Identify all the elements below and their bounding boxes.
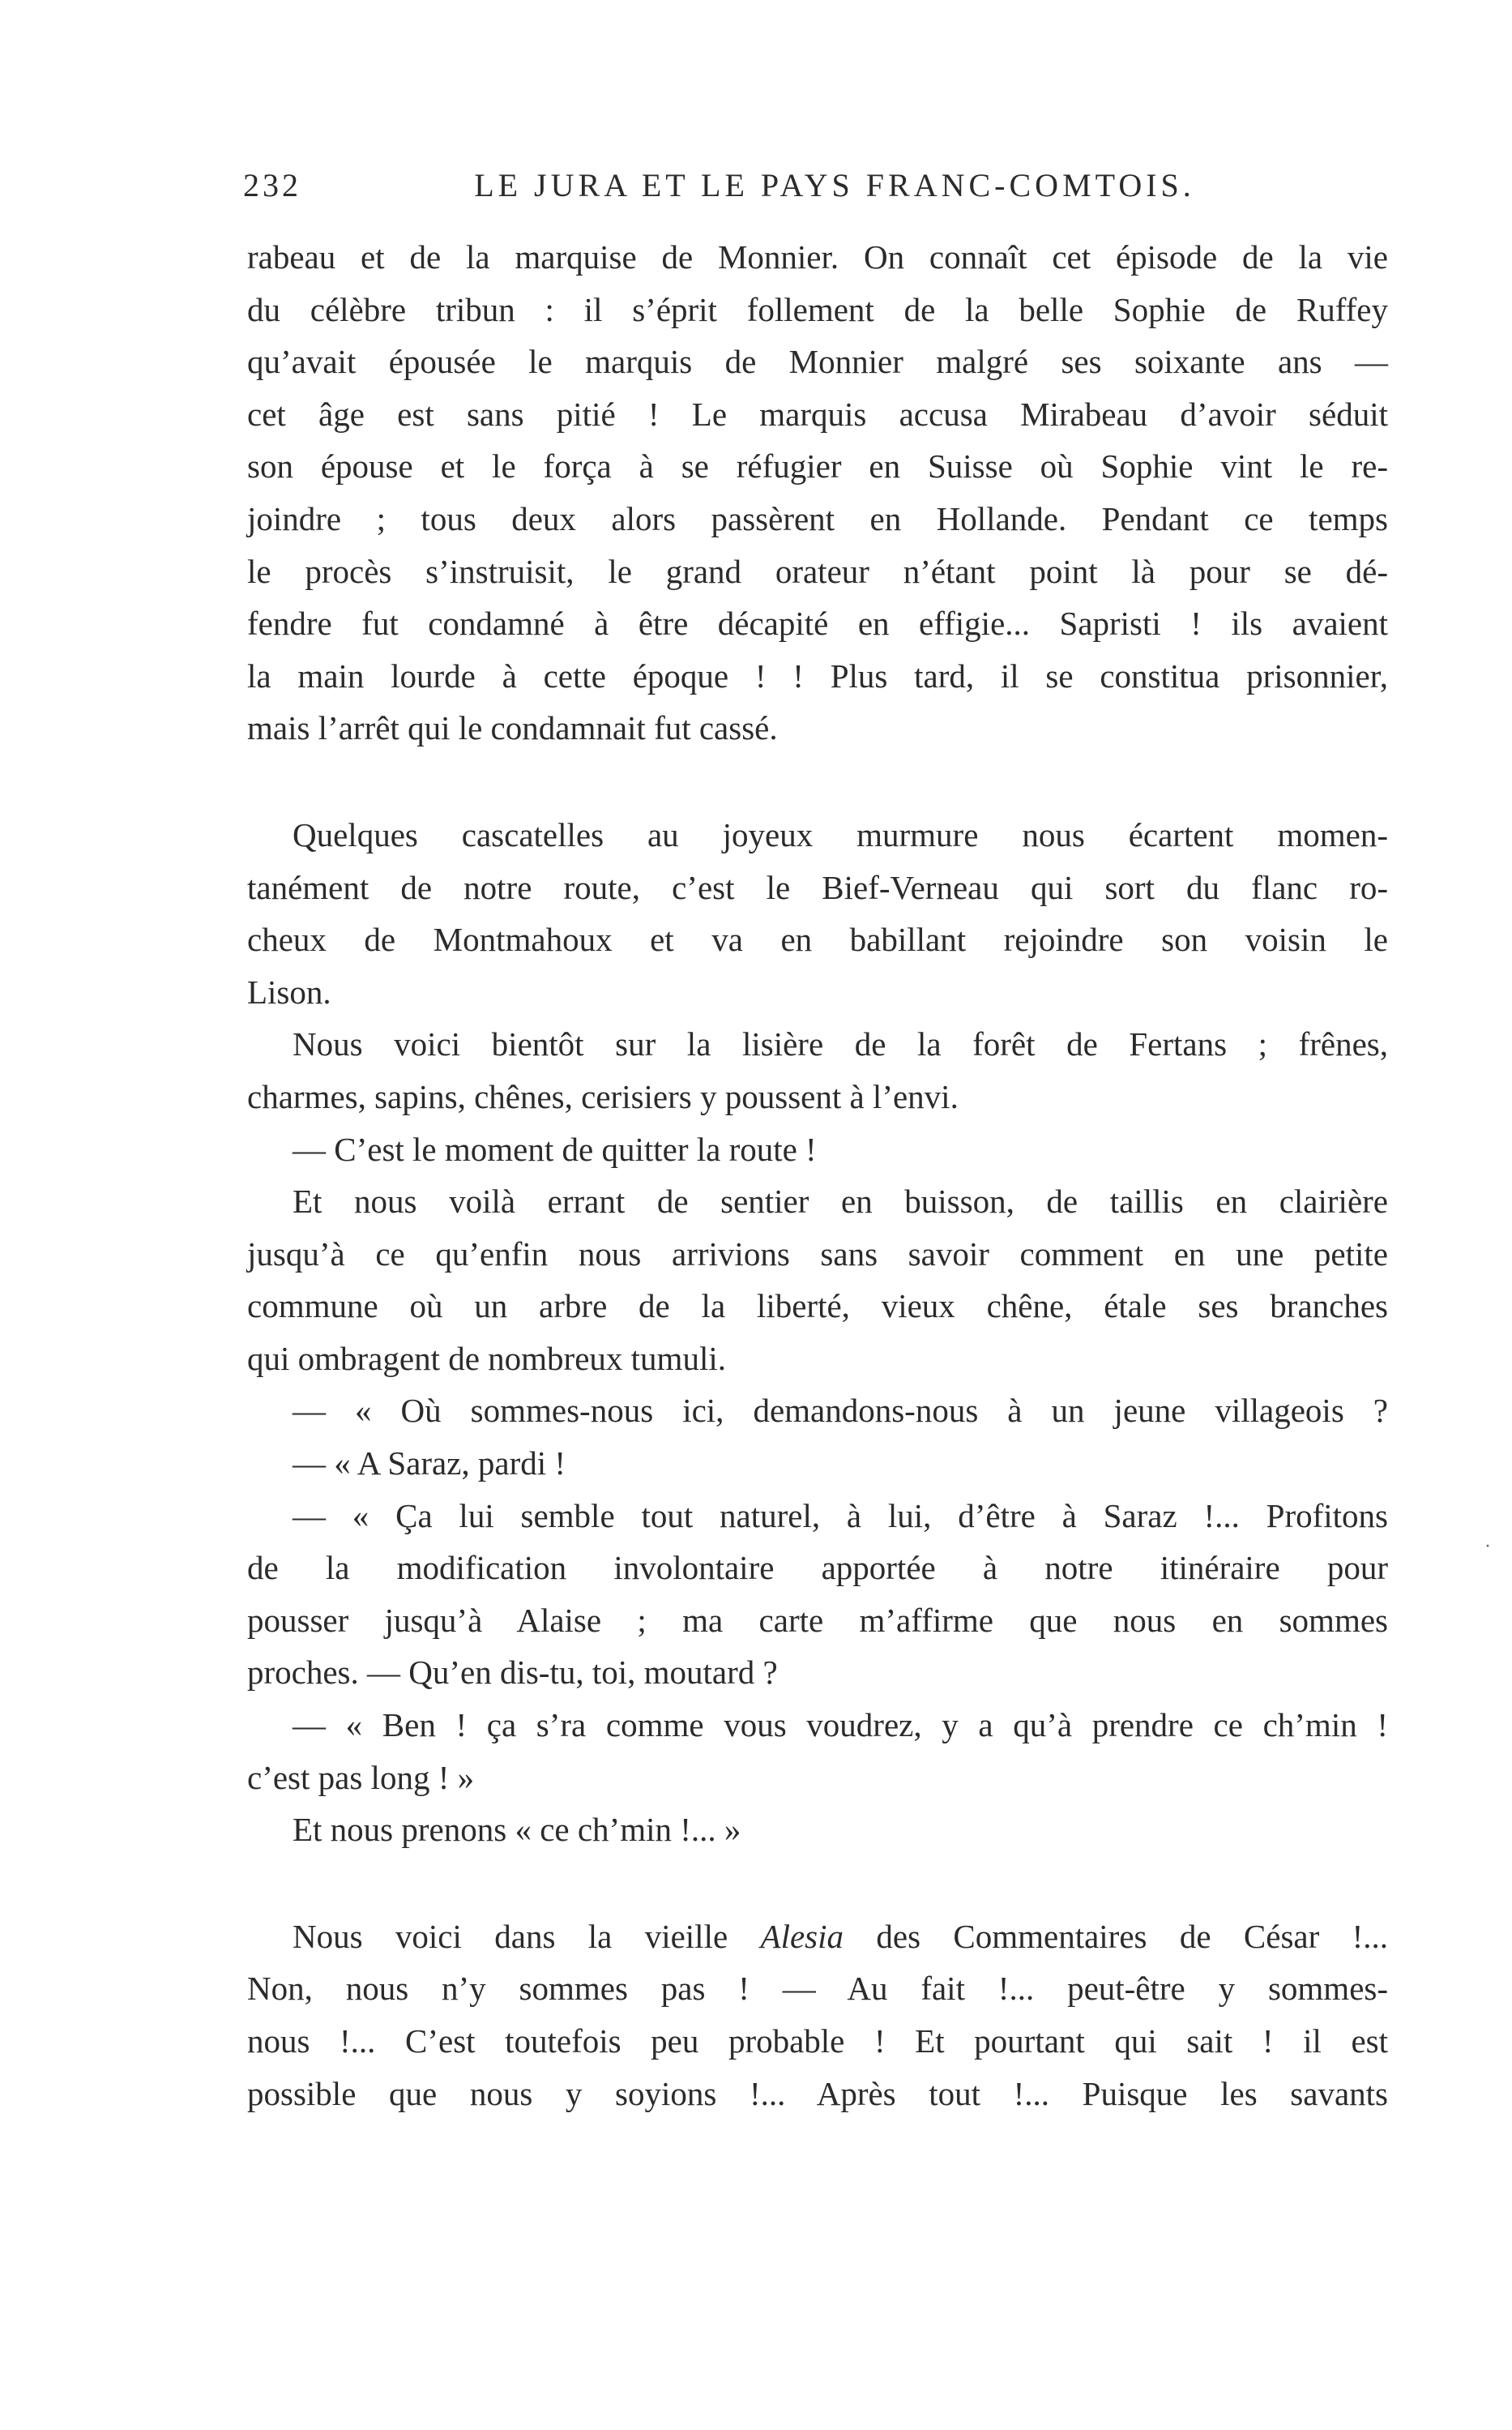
text-line: charmes, sapins, chênes, cerisiers y poussent à l’envi. (247, 1077, 959, 1115)
text-line: Et nous prenons « ce ch’min !... » (293, 1811, 741, 1849)
text-line: Et nous voilà errant de sentier en buisson, de taillis en clairière (293, 1183, 1388, 1221)
text-line: cet âge est sans pitié ! Le marquis accusa Mirabeau d’avoir séduit (247, 395, 1388, 433)
text-line: la main lourde à cette époque ! ! Plus tard, il se constitua prisonnier, (247, 657, 1388, 695)
italic-title: Alesia (760, 1917, 844, 1955)
text-line: Quelques cascatelles au joyeux murmure nous écartent momen- (293, 815, 1388, 853)
text-line: — « Où sommes-nous ici, demandons-nous à un jeune villageois ? (293, 1392, 1388, 1430)
page-header (243, 166, 1394, 215)
text-line: joindre ; tous deux alors passèrent en Hollande. Pendant ce temps (247, 499, 1388, 537)
text-line: qu’avait épousée le marquis de Monnier malgré ses soixante ans — (247, 343, 1388, 381)
text-line: — « A Saraz, pardi ! (293, 1444, 566, 1482)
text-line: du célèbre tribun : il s’éprit follement de la belle Sophie de Ruffey (247, 290, 1388, 328)
text-line: mais l’arrêt qui le condamnait fut cassé. (247, 709, 778, 747)
text-line: Non, nous n’y sommes pas ! — Au fait !... peut-être y sommes- (247, 1970, 1388, 2008)
text-line (247, 1910, 1388, 1963)
text-line: — « Ça lui semble tout naturel, à lui, d’être à Saraz !... Profitons (293, 1496, 1388, 1534)
text-line: rabeau et de la marquise de Monnier. On connaît cet épisode de la vie (247, 238, 1388, 276)
text-line: son épouse et le força à se réfugier en Suisse où Sophie vint le re- (247, 447, 1388, 486)
text-line: — C’est le moment de quitter la route ! (293, 1130, 817, 1168)
body-text (247, 231, 1388, 2120)
margin-mark: · (1484, 1536, 1491, 1557)
text-line: qui ombragent de nombreux tumuli. (247, 1339, 726, 1377)
running-title: LE JURA ET LE PAYS FRANC-COMTOIS. (474, 167, 1195, 203)
text-line: fendre fut condamné à être décapité en effigie... Sapristi ! ils avaient (247, 605, 1388, 643)
text-line: c’est pas long ! » (247, 1758, 475, 1796)
page-number: 232 (243, 167, 301, 203)
text-line: jusqu’à ce qu’enfin nous arrivions sans savoir comment en une petite (247, 1234, 1388, 1273)
text-line: cheux de Montmahoux et va en babillant rejoindre son voisin le (247, 921, 1388, 959)
text-line: commune où un arbre de la liberté, vieux chêne, étale ses branches (247, 1287, 1388, 1325)
text-line: proches. — Qu’en dis-tu, toi, moutard ? (247, 1654, 778, 1692)
text-line: nous !... C’est toutefois peu probable ! Et pourtant qui sait ! il est (247, 2022, 1388, 2060)
text-line: tanément de notre route, c’est le Bief-Verneau qui sort du flanc ro- (247, 868, 1388, 906)
text-line: Nous voici bientôt sur la lisière de la forêt de Fertans ; frênes, (293, 1025, 1388, 1063)
text-line: possible que nous y soyions !... Après tout !... Puisque les savants (247, 2074, 1388, 2112)
text-line: de la modification involontaire apportée à notre itinéraire pour (247, 1549, 1388, 1587)
text-fragment: des Commentaires de César !... (844, 1917, 1389, 1955)
text-line: Lison. (247, 973, 331, 1011)
text-line: le procès s’instruisit, le grand orateur n’étant point là pour se dé- (247, 552, 1388, 590)
text-fragment: Nous voici dans la vieille (293, 1917, 761, 1955)
text-line: pousser jusqu’à Alaise ; ma carte m’affirme que nous en sommes (247, 1601, 1388, 1639)
text-line: — « Ben ! ça s’ra comme vous voudrez, y a qu’à prendre ce ch’min ! (293, 1706, 1388, 1744)
